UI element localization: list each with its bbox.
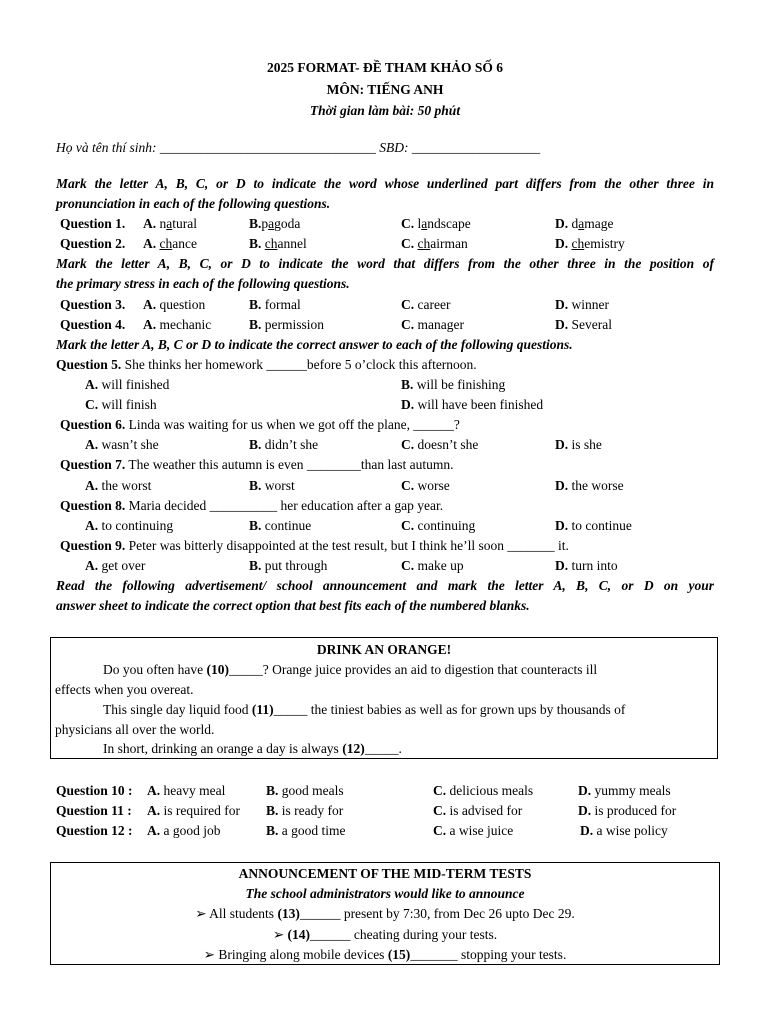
advertisement-para1: Do you often have (10)_____? Orange juice provides an aid to digestion that counteracts ill bbox=[103, 662, 598, 677]
question-5-options-cd bbox=[56, 395, 714, 415]
section3-instruction: Mark the letter A, B, C or D to indicate the correct answer to each of the following questions. bbox=[56, 337, 573, 352]
option-d[interactable]: D. damage bbox=[555, 216, 614, 231]
option-a[interactable]: A. heavy meal bbox=[147, 783, 226, 798]
option-b[interactable]: B. is ready for bbox=[266, 803, 344, 818]
option-a[interactable]: A. chance bbox=[143, 236, 197, 251]
blank-10: (10) bbox=[206, 662, 229, 677]
advertisement-para1-line2: effects when you overeat. bbox=[55, 682, 194, 697]
announcement-subtitle: The school administrators would like to announce bbox=[245, 886, 525, 901]
option-d[interactable]: D. a wise policy bbox=[580, 823, 668, 838]
option-c[interactable]: C. delicious meals bbox=[433, 783, 534, 798]
question-3 bbox=[56, 295, 714, 315]
option-a[interactable]: A. a good job bbox=[147, 823, 221, 838]
question-5-stem: Question 5. She thinks her homework ______before 5 o’clock this afternoon. bbox=[56, 357, 477, 372]
option-c[interactable]: C. continuing bbox=[401, 518, 476, 533]
option-d[interactable]: D. to continue bbox=[555, 518, 632, 533]
section1-instruction-line1: Mark the letter A, B, C, or D to indicate the word whose underlined part differs from the other three in bbox=[56, 176, 714, 191]
announcement-item-1: ➢ All students (13)______ present by 7:30, from Dec 26 upto Dec 29. bbox=[195, 906, 575, 921]
option-d[interactable]: D. yummy meals bbox=[578, 783, 671, 798]
question-8-options bbox=[56, 516, 714, 536]
question-5-options-ab bbox=[56, 375, 714, 395]
option-c[interactable]: C. is advised for bbox=[433, 803, 523, 818]
question-label: Question 10 : bbox=[56, 783, 133, 798]
question-10 bbox=[56, 781, 714, 801]
option-a[interactable]: A. the worst bbox=[85, 478, 152, 493]
question-8-stem: Question 8. Maria decided __________ her education after a gap year. bbox=[60, 498, 444, 513]
option-a[interactable]: A. will finished bbox=[85, 377, 170, 392]
option-c[interactable]: C. manager bbox=[401, 317, 464, 332]
advertisement-para3: In short, drinking an orange a day is always (12)_____. bbox=[103, 741, 402, 756]
question-label: Question 4. bbox=[60, 317, 126, 332]
question-6-options bbox=[56, 435, 714, 455]
option-d[interactable]: D. chemistry bbox=[555, 236, 625, 251]
option-b[interactable]: B. channel bbox=[249, 236, 307, 251]
option-a[interactable]: A. to continuing bbox=[85, 518, 174, 533]
option-b[interactable]: B. will be finishing bbox=[401, 377, 506, 392]
question-label: Question 12 : bbox=[56, 823, 133, 838]
blank-11: (11) bbox=[251, 702, 274, 717]
section2-instruction-line2: the primary stress in each of the following questions. bbox=[56, 276, 350, 291]
option-c[interactable]: C. doesn’t she bbox=[401, 437, 479, 452]
section4-instruction-line2: answer sheet to indicate the correct option that best fits each of the numbered blanks. bbox=[56, 598, 530, 613]
option-d[interactable]: D. the worse bbox=[555, 478, 624, 493]
option-a[interactable]: A. wasn’t she bbox=[85, 437, 159, 452]
question-7-options bbox=[56, 476, 714, 496]
advertisement-box bbox=[50, 637, 718, 759]
option-b[interactable]: B. put through bbox=[249, 558, 328, 573]
question-2 bbox=[56, 234, 714, 254]
option-c[interactable]: C. will finish bbox=[85, 397, 157, 412]
exam-title: 2025 FORMAT- ĐỀ THAM KHẢO SỐ 6 bbox=[266, 60, 503, 75]
section1-instruction-line2: pronunciation in each of the following questions. bbox=[56, 196, 331, 211]
blank-15: (15) bbox=[387, 947, 411, 962]
advertisement-para2-line2: physicians all over the world. bbox=[55, 722, 215, 737]
option-b[interactable]: B. formal bbox=[249, 297, 301, 312]
option-b[interactable]: B. worst bbox=[249, 478, 295, 493]
blank-12: (12) bbox=[342, 741, 365, 756]
announcement-box bbox=[50, 862, 720, 965]
question-9-stem: Question 9. Peter was bitterly disappointed at the test result, but I think he’ll soon _______ it. bbox=[60, 538, 569, 553]
option-c[interactable]: C. worse bbox=[401, 478, 450, 493]
option-d[interactable]: D. is she bbox=[555, 437, 602, 452]
question-label: Question 1. bbox=[60, 216, 126, 231]
question-4 bbox=[56, 315, 714, 335]
option-b[interactable]: B. permission bbox=[249, 317, 325, 332]
option-d[interactable]: D. Several bbox=[555, 317, 612, 332]
exam-subject: MÔN: TIẾNG ANH bbox=[326, 82, 444, 97]
option-b[interactable]: B. didn’t she bbox=[249, 437, 319, 452]
option-b[interactable]: B. good meals bbox=[266, 783, 344, 798]
blank-13: (13) bbox=[277, 906, 300, 921]
announcement-item-2: ➢ (14)______ cheating during your tests. bbox=[272, 927, 498, 942]
option-d[interactable]: D. turn into bbox=[555, 558, 618, 573]
question-label: Question 2. bbox=[60, 236, 126, 251]
option-c[interactable]: C. chairman bbox=[401, 236, 468, 251]
advertisement-para2: This single day liquid food (11)_____ the tiniest babies as well as for grown ups by thousands of bbox=[103, 702, 626, 717]
section4-instruction-line1: Read the following advertisement/ school announcement and mark the letter A, B, C, or D on your bbox=[56, 578, 714, 593]
announcement-title: ANNOUNCEMENT OF THE MID-TERM TESTS bbox=[238, 866, 532, 881]
question-1 bbox=[56, 214, 714, 234]
question-6-stem: Question 6. Linda was waiting for us when we got off the plane, ______? bbox=[60, 417, 460, 432]
option-a[interactable]: A. mechanic bbox=[143, 317, 212, 332]
option-b[interactable]: B. a good time bbox=[266, 823, 346, 838]
option-b[interactable]: B. continue bbox=[249, 518, 312, 533]
exam-time: Thời gian làm bài: 50 phút bbox=[309, 103, 461, 118]
option-b[interactable]: B.pagoda bbox=[249, 216, 301, 231]
question-7-stem: Question 7. The weather this autumn is even ________than last autumn. bbox=[60, 457, 454, 472]
question-12 bbox=[56, 821, 714, 841]
section2-instruction-line1: Mark the letter A, B, C, or D to indicate the word that differs from the other three in the position of bbox=[56, 256, 714, 271]
option-c[interactable]: C. career bbox=[401, 297, 451, 312]
option-a[interactable]: A. get over bbox=[85, 558, 146, 573]
option-a[interactable]: A. natural bbox=[143, 216, 197, 231]
option-c[interactable]: C. a wise juice bbox=[433, 823, 514, 838]
blank-14: (14) bbox=[287, 927, 311, 942]
option-a[interactable]: A. question bbox=[143, 297, 206, 312]
option-d[interactable]: D. will have been finished bbox=[401, 397, 544, 412]
option-c[interactable]: C. landscape bbox=[401, 216, 471, 231]
question-label: Question 3. bbox=[60, 297, 126, 312]
question-9-options bbox=[56, 556, 714, 576]
option-c[interactable]: C. make up bbox=[401, 558, 464, 573]
announcement-item-3: ➢ Bringing along mobile devices (15)_______ stopping your tests. bbox=[203, 947, 567, 962]
student-name-line: Họ và tên thí sinh: ________________________________ SBD: ___________________ bbox=[56, 140, 541, 155]
question-label: Question 11 : bbox=[56, 803, 132, 818]
question-11 bbox=[56, 801, 714, 821]
option-a[interactable]: A. is required for bbox=[147, 803, 240, 818]
option-d[interactable]: D. is produced for bbox=[578, 803, 677, 818]
advertisement-title: DRINK AN ORANGE! bbox=[316, 642, 452, 657]
option-d[interactable]: D. winner bbox=[555, 297, 609, 312]
